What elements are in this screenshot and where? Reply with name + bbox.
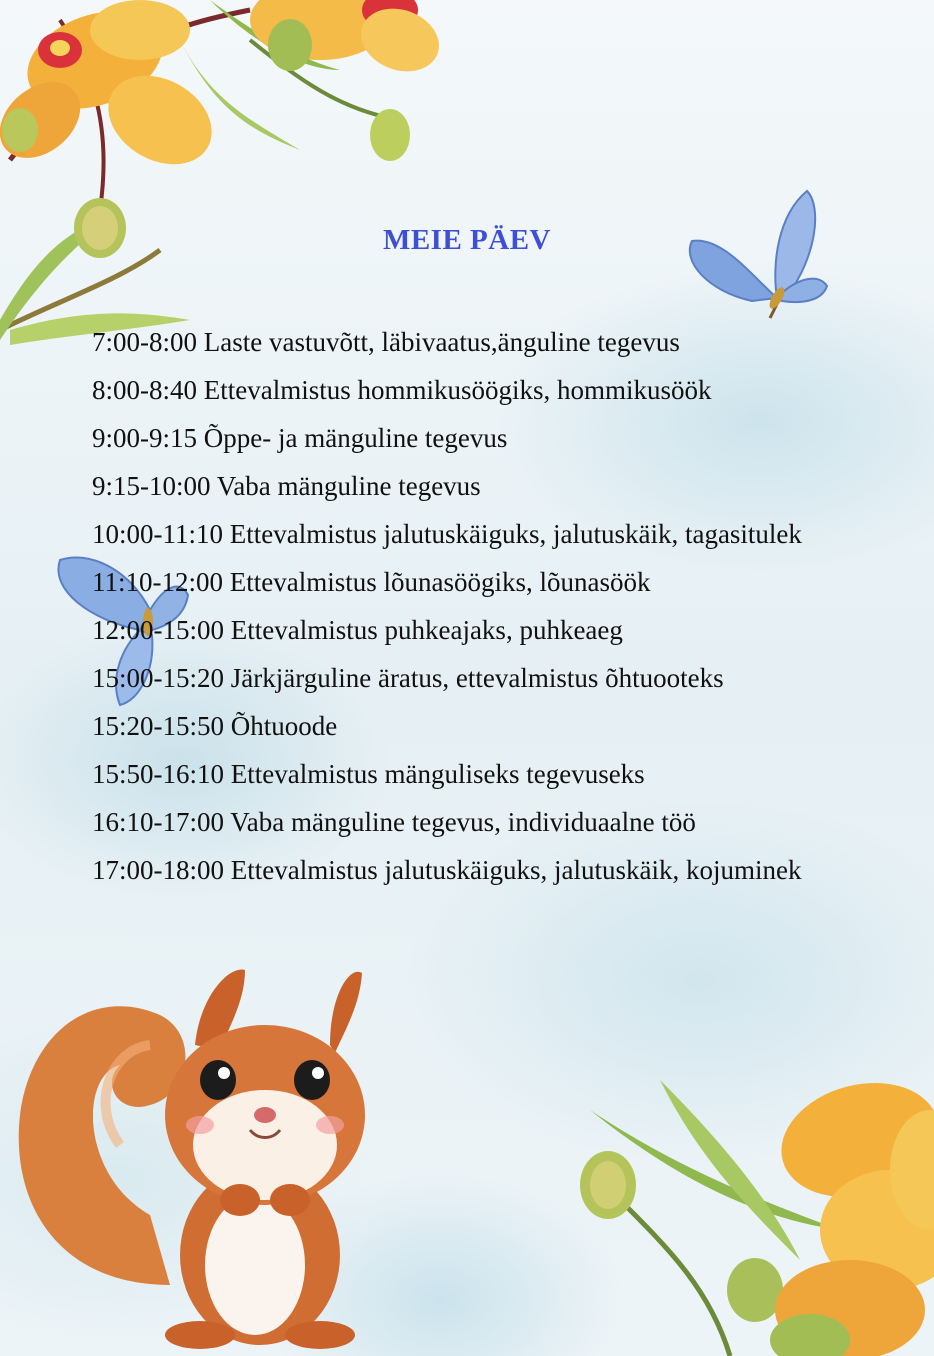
squirrel-illustration	[0, 955, 420, 1355]
schedule-item	[92, 798, 802, 846]
schedule-activity: Vaba mänguline tegevus	[216, 471, 481, 501]
schedule-item	[92, 846, 802, 894]
schedule-activity: Õppe- ja mänguline tegevus	[203, 423, 508, 453]
page-title: MEIE PÄEV	[382, 224, 552, 256]
schedule-activity: Vaba mänguline tegevus, individuaalne töö	[230, 807, 696, 837]
schedule-time: 15:00-15:20	[92, 663, 224, 693]
schedule-item	[92, 318, 802, 366]
schedule-item	[92, 606, 802, 654]
schedule-time: 15:50-16:10	[92, 759, 224, 789]
schedule-time: 7:00-8:00	[92, 327, 197, 357]
schedule-time: 9:00-9:15	[92, 423, 197, 453]
schedule-activity: Õhtuoode	[230, 711, 338, 741]
schedule-item	[92, 750, 802, 798]
schedule-item	[92, 462, 802, 510]
schedule-activity: Laste vastuvõtt, läbivaatus,änguline tegevus	[203, 327, 680, 357]
schedule-activity: Ettevalmistus hommikusöögiks, hommikusöök	[203, 375, 712, 405]
schedule-item	[92, 558, 802, 606]
schedule-activity: Ettevalmistus puhkeajaks, puhkeaeg	[230, 615, 623, 645]
schedule-activity: Järkjärguline äratus, ettevalmistus õhtuooteks	[230, 663, 724, 693]
schedule-time: 9:15-10:00	[92, 471, 211, 501]
schedule-time: 17:00-18:00	[92, 855, 224, 885]
schedule-time: 11:10-12:00	[92, 567, 223, 597]
schedule-activity: Ettevalmistus jalutuskäiguks, jalutuskäik, kojuminek	[230, 855, 802, 885]
schedule-time: 15:20-15:50	[92, 711, 224, 741]
orchid-flowers-bottom-right	[560, 1080, 934, 1356]
schedule-activity: Ettevalmistus lõunasöögiks, lõunasöök	[229, 567, 651, 597]
schedule-item	[92, 702, 802, 750]
schedule-activity: Ettevalmistus jalutuskäiguks, jalutuskäik, tagasitulek	[229, 519, 802, 549]
schedule-time: 10:00-11:10	[92, 519, 223, 549]
schedule-time: 12:00-15:00	[92, 615, 224, 645]
schedule-item	[92, 654, 802, 702]
schedule-list	[92, 318, 802, 894]
schedule-time: 8:00-8:40	[92, 375, 197, 405]
schedule-item	[92, 510, 802, 558]
schedule-item	[92, 414, 802, 462]
schedule-time: 16:10-17:00	[92, 807, 224, 837]
schedule-activity: Ettevalmistus mänguliseks tegevuseks	[230, 759, 645, 789]
schedule-item	[92, 366, 802, 414]
